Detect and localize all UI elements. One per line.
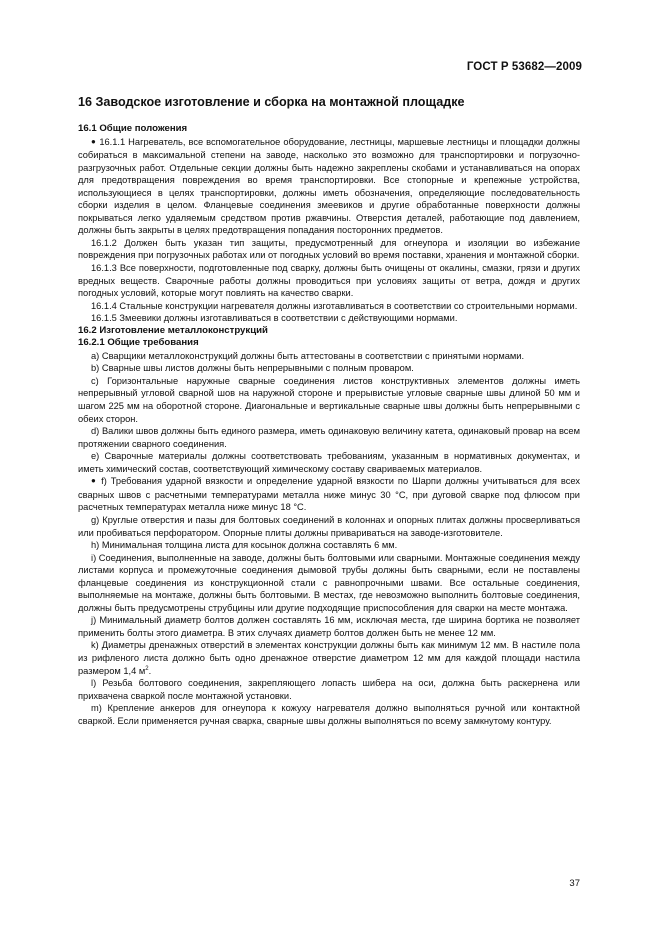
document-body — [78, 123, 580, 727]
paragraph-16-1-3: 16.1.3 Все поверхности, подготовленные под сварку, должны быть очищены от окалины, смазки, грязи и других вредных веществ. Сварочные работы должны проводиться при условиях защиты от ветра, дождя и других погодных условий, которые могут повлиять на качество сварки. — [78, 263, 580, 299]
subsection-heading-16-2: 16.2 Изготовление металлоконструкций — [78, 324, 268, 336]
paragraph-text: 16.1.1 Нагреватель, все вспомогательное оборудование, лестницы, маршевые лестницы и площадки должны собираться в максимальной степени на заводе, насколько это возможно для транспортировки и погрузочно-разгрузочных работ. Отдельные секции должны быть надежно закреплены скобами и устанавливаться на опорах для предотвращения повреждения во время транспортировки. Все стопорные и крепежные устройства, использующиеся в целях транспортировки, должны иметь обозначения, определяющие последовательность сборки изделия в целом. Фланцевые соединения змеевиков и другие обработанные поверхности должны покрываться легко удаляемым средством против ржавчины. Отверстия деталей, работающие под давлением, должны быть закрыты в целях предотвращения попадания посторонних предметов. — [78, 136, 580, 236]
list-item-text: f) Требования ударной вязкости и определение ударной вязкости по Шарпи должны учитываться для всех сварных швов с расчетными температурами металла ниже минус 30 °С, при дуговой сварке под флюсом при расчетных температурах металла ниже минус 18 °С. — [78, 476, 580, 513]
superscript: 2 — [145, 665, 149, 672]
list-item-b: b) Сварные швы листов должны быть непрерывными с полным проваром. — [91, 363, 414, 374]
list-item-e: e) Сварочные материалы должны соответствовать требованиям, указанным в нормативных документах, и иметь химический состав, соответствующий химическому составу свариваемых материалов. — [78, 451, 580, 474]
paragraph-16-1-5: 16.1.5 Змеевики должны изготавливаться в соответствии с действующими нормами. — [91, 313, 458, 324]
list-item-f — [78, 475, 580, 514]
list-item-j: j) Минимальный диаметр болтов должен составлять 16 мм, исключая места, где ширина бортика не позволяет применить болты этого диаметра. В этих случаях диаметр болтов должен быть не менее 12 мм. — [78, 615, 580, 638]
page-number: 37 — [569, 878, 580, 889]
list-item-h: h) Минимальная толщина листа для косынок должна составлять 6 мм. — [91, 540, 398, 551]
subsection-heading-16-1: 16.1 Общие положения — [78, 123, 188, 134]
list-item-end: . — [148, 665, 152, 676]
paragraph-16-1-1 — [78, 136, 580, 237]
paragraph-16-1-2: 16.1.2 Должен быть указан тип защиты, предусмотренный для огнеупора и изоляции во избежание повреждения при погрузочных работах или от погодных условий во время поставки, хранения и монтажной сборки. — [78, 237, 580, 261]
change-marker: ● — [91, 136, 97, 146]
change-marker: ● — [91, 476, 98, 486]
list-item-i: i) Соединения, выполненные на заводе, должны быть болтовыми или сварными. Монтажные соединения между листами корпуса и промежуточные соединения дымовой трубы должны быть сварными, если не поставлены фланцевые соединения из конструкционной стали с равнопрочными швами. Все остальные соединения, выполняемые на монтаже, должны быть болтовыми. В местах, где невозможно выполнить болтовые соединения, должны быть предусмотрены струбцины или другие подходящие приспособления для сварки на месте монтажа. — [78, 552, 580, 613]
paragraph-16-1-4: 16.1.4 Стальные конструкции нагревателя должны изготавливаться в соответствии со строительными нормами. — [91, 300, 578, 311]
subsection-heading-16-2-1: 16.2.1 Общие требования — [78, 337, 199, 349]
list-item-l: l) Резьба болтового соединения, закрепляющего лопасть шибера на оси, должна быть раскернена или прихвачена сваркой после монтажной установки. — [78, 678, 580, 701]
list-item-m: m) Крепление анкеров для огнеупора к кожуху нагревателя должно выполняться ручной или контактной сваркой. Если применяется ручная сварка, сварные швы должны выполняться по всему замкнутому контуру. — [78, 703, 580, 726]
list-item-a: a) Сварщики металлоконструкций должны быть аттестованы в соответствии с принятыми нормами. — [91, 350, 525, 361]
list-item-c: c) Горизонтальные наружные сварные соединения листов конструктивных элементов должны иметь непрерывный угловой сварной шов на наружной стороне и прерывистые угловые сварные швы длиной 50 мм и шагом 225 мм на оборотной стороне. Диагональные и вертикальные сварные швы должны быть непрерывными с обеих сторон. — [78, 375, 580, 424]
list-item-d: d) Валики швов должны быть единого размера, иметь одинаковую величину катета, одинаковый провар на всем протяжении сварного соединения. — [78, 426, 580, 449]
section-title: 16 Заводское изготовление и сборка на монтажной площадке — [78, 95, 465, 109]
list-item-g: g) Круглые отверстия и пазы для болтовых соединений в колоннах и опорных плитах должны просверливаться или пробиваться перфоратором. Опорные плиты должны привариваться на заводе-изготовителе. — [78, 514, 580, 538]
list-item-text: k) Диаметры дренажных отверстий в элементах конструкции должны быть как минимум 12 мм. В настиле пола из рифленого листа должно быть одно дренажное отверстие диаметром 12 мм для каждой площади настила размером 1,4 м — [78, 640, 580, 676]
list-item-k — [78, 639, 580, 677]
standard-header: ГОСТ Р 53682—2009 — [466, 61, 582, 73]
